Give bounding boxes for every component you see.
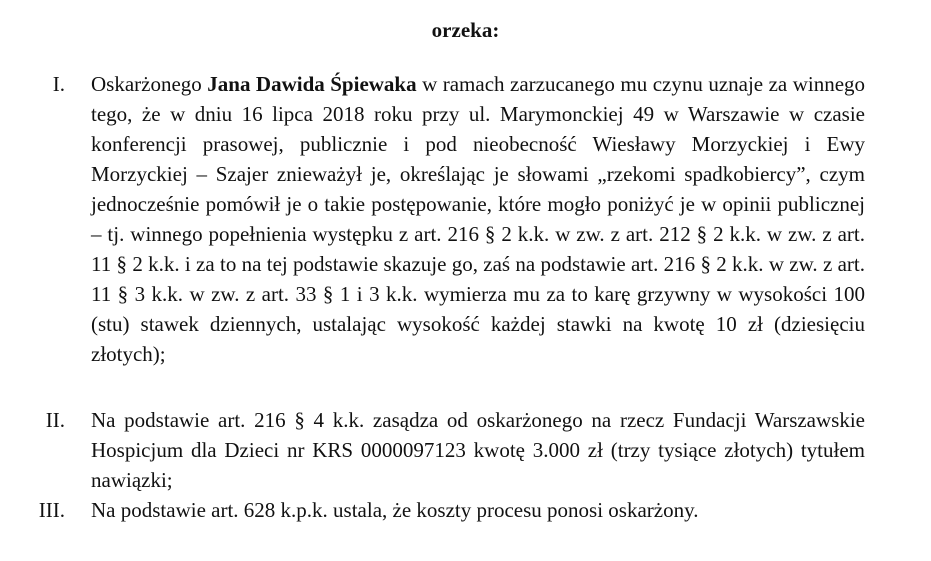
item-numeral: III. xyxy=(38,498,65,522)
item-text-before: Oskarżonego xyxy=(91,72,208,96)
item-text: Na podstawie art. 216 § 4 k.k. zasądza od oskarżonego na rzecz Fundacji Warszawskie Hospicjum dla Dzieci nr KRS 0000097123 kwotę 3.000 zł (trzy tysiące złotych) tytułem nawiązki; xyxy=(91,408,865,492)
item-text: Na podstawie art. 628 k.p.k. ustala, że koszty procesu ponosi oskarżony. xyxy=(91,498,699,522)
item-text-after: w ramach zarzucanego mu czynu uznaje za winnego tego, że w dniu 16 lipca 2018 roku przy ul. Marymonckiej 49 w Warszawie w czasie konferencji prasowej, publicznie i pod nieobecność Wiesławy Morzyckiej i Ewy Morzyckiej – Szajer znieważył je, określając je słowami „rzekomi spadkobiercy”, czym jednocześnie pomówił je o takie postępowanie, które mogło poniżyć je w opinii publicznej – tj. winnego popełnienia występku z art. 216 § 2 k.k. w zw. z art. 212 § 2 k.k. w zw. z art. 11 § 2 k.k. i za to na tej podstawie skazuje go, zaś na podstawie art. 216 § 2 k.k. w zw. z art. 11 § 3 k.k. w zw. z art. 33 § 1 i 3 k.k. wymierza mu za to karę grzywny w wysokości 100 (stu) stawek dziennych, ustalając wysokość każdej stawki na kwotę 10 zł (dziesięciu złotych); xyxy=(91,72,866,366)
defendant-name: Jana Dawida Śpiewaka xyxy=(207,72,417,96)
item-numeral: I. xyxy=(52,72,65,96)
item-numeral: II. xyxy=(45,408,65,432)
item-text xyxy=(91,69,865,369)
verdict-heading: orzeka: xyxy=(431,18,500,42)
